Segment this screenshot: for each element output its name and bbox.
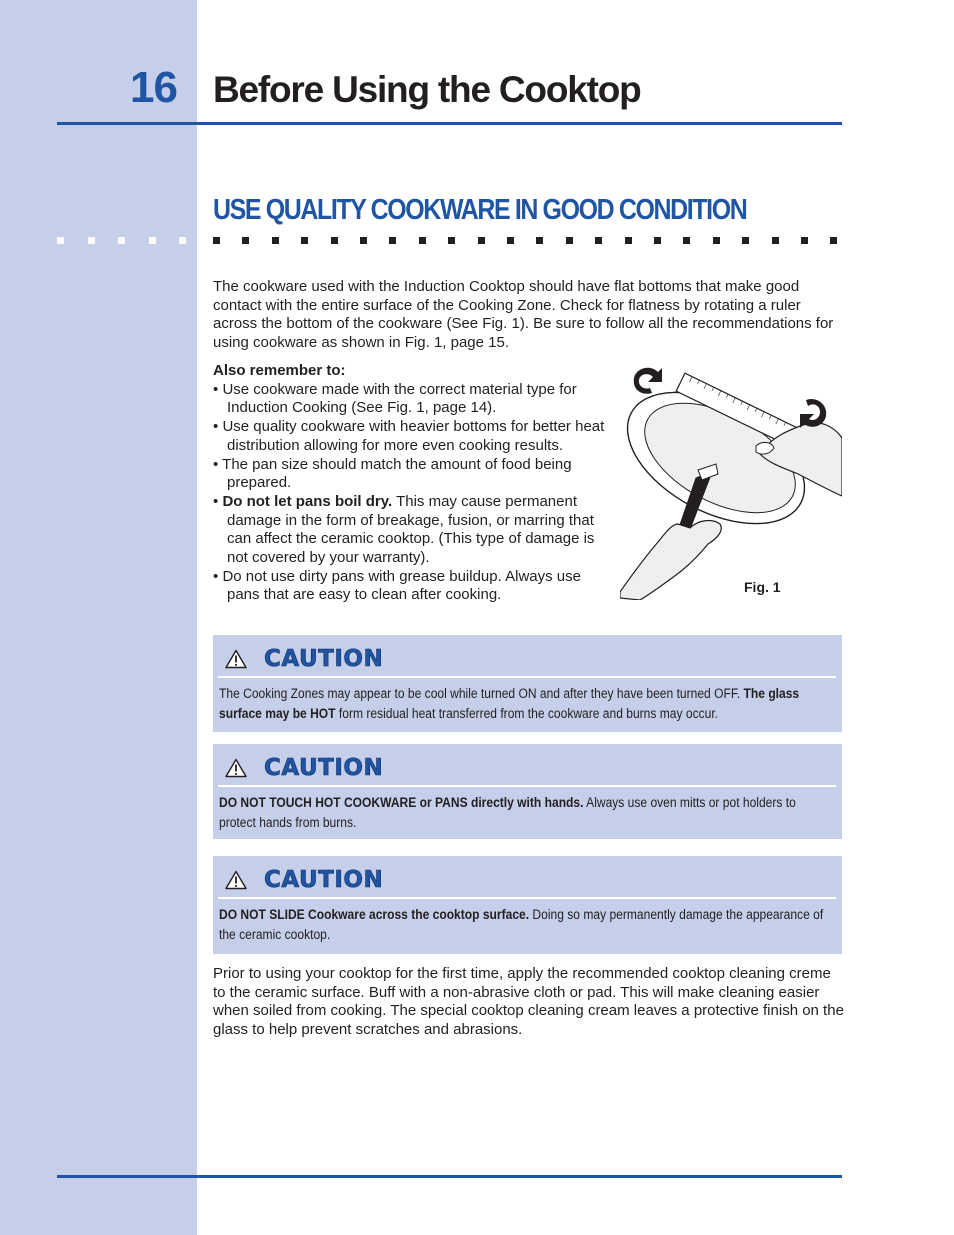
separator-dot	[118, 237, 125, 244]
caution-box-2	[213, 744, 842, 839]
remember-item	[213, 493, 605, 568]
warning-triangle-icon	[225, 649, 247, 669]
intro-paragraph: The cookware used with the Induction Cooktop should have flat bottoms that make good contact with the entire surface of the Cooking Zone. Check for flatness by rotating a ruler across the bottom of the cookware (See Fig. 1). Be sure to follow all the recommendations for using cookware as shown in Fig. 1, page 15.	[213, 278, 834, 352]
dotted-separator-left	[57, 237, 187, 245]
remember-item-text: This may cause permanent damage in the form of breakage, fusion, or marring that can affect the ceramic cooktop. (This type of damage is not covered by your warranty).	[227, 492, 595, 567]
separator-dot	[272, 237, 279, 244]
page-number: 16	[130, 63, 177, 112]
separator-dot	[149, 237, 156, 244]
remember-lead: Also remember to:	[213, 362, 346, 379]
dotted-separator	[213, 237, 845, 245]
caution-text-post: form residual heat transferred from the cookware and burns may occur.	[335, 705, 719, 721]
caution-text-post: Doing so may permanently damage the appearance of the ceramic cooktop.	[219, 907, 824, 942]
caution-header	[225, 865, 383, 895]
separator-dot	[566, 237, 573, 244]
caution-label: CAUTION	[264, 646, 384, 672]
separator-dot	[57, 237, 64, 244]
caution-text-bold: DO NOT TOUCH HOT COOKWARE or PANS directly with hands.	[219, 795, 584, 810]
bullet: •	[213, 418, 219, 436]
remember-item-bold: Do not let pans boil dry.	[222, 492, 393, 510]
closing-paragraph: Prior to using your cooktop for the first time, apply the recommended cooktop cleaning creme to the ceramic surface. Buff with a non-abrasive cloth or pad. This will make cleaning easier when soiled from cooking. The special cooktop cleaning cream leaves a protective finish on the glass to help prevent scratches and abrasions.	[213, 965, 844, 1039]
bullet: •	[213, 492, 219, 510]
caution-divider	[218, 897, 836, 899]
caution-text-bold: The glass surface may be HOT	[219, 686, 800, 721]
sidebar-band	[0, 0, 197, 1235]
remember-item	[213, 568, 605, 605]
remember-item-text: The pan size should match the amount of food being prepared.	[222, 455, 572, 492]
header-rule	[57, 122, 842, 125]
remember-item	[213, 381, 605, 418]
separator-dot	[654, 237, 661, 244]
footer-rule	[57, 1175, 842, 1178]
separator-dot	[595, 237, 602, 244]
separator-dot	[331, 237, 338, 244]
separator-dot	[213, 237, 220, 244]
hand-left	[620, 521, 721, 600]
separator-dot	[242, 237, 249, 244]
caution-divider	[218, 785, 836, 787]
remember-item-text: Do not use dirty pans with grease buildup. Always use pans that are easy to clean after cooking.	[222, 567, 581, 604]
caution-text-pre: The Cooking Zones may appear to be cool while turned ON and after they have been turned OFF.	[219, 686, 744, 701]
figure-caption: Fig. 1	[744, 579, 781, 595]
caution-header	[225, 644, 383, 674]
separator-dot	[713, 237, 720, 244]
caution-text	[219, 905, 836, 944]
rotate-arrow-icon	[634, 368, 662, 394]
separator-dot	[507, 237, 514, 244]
page-title: Before Using the Cooktop	[213, 69, 641, 110]
separator-dot	[389, 237, 396, 244]
separator-dot	[742, 237, 749, 244]
bullet: •	[213, 567, 219, 585]
remember-item	[213, 456, 605, 493]
caution-label: CAUTION	[264, 755, 384, 781]
caution-box-1	[213, 635, 842, 732]
caution-text-bold: DO NOT SLIDE Cookware across the cooktop surface.	[219, 907, 530, 922]
caution-box-3	[213, 856, 842, 954]
caution-text	[219, 684, 836, 723]
separator-dot	[179, 237, 186, 244]
figure-ruler-check	[620, 360, 842, 600]
warning-triangle-icon	[225, 870, 247, 890]
caution-text	[219, 793, 836, 832]
remember-item	[213, 418, 605, 455]
section-heading: USE QUALITY COOKWARE IN GOOD CONDITION	[213, 194, 747, 226]
separator-dot	[419, 237, 426, 244]
separator-dot	[478, 237, 485, 244]
separator-dot	[683, 237, 690, 244]
caution-header	[225, 753, 383, 783]
remember-list	[213, 362, 605, 605]
separator-dot	[301, 237, 308, 244]
bullet: •	[213, 455, 219, 473]
separator-dot	[360, 237, 367, 244]
separator-dot	[801, 237, 808, 244]
separator-dot	[536, 237, 543, 244]
caution-text-post: Always use oven mitts or pot holders to protect hands from burns.	[219, 795, 796, 830]
remember-item-text: Use cookware made with the correct material type for Induction Cooking (See Fig. 1, page 14).	[222, 380, 577, 417]
separator-dot	[88, 237, 95, 244]
caution-divider	[218, 676, 836, 678]
remember-item-text: Use quality cookware with heavier bottoms for better heat distribution allowing for more even cooking results.	[222, 418, 605, 454]
ruler-flatness-illustration	[620, 360, 842, 600]
caution-label: CAUTION	[264, 867, 384, 893]
separator-dot	[830, 237, 837, 244]
separator-dot	[772, 237, 779, 244]
separator-dot	[625, 237, 632, 244]
bullet: •	[213, 380, 219, 398]
separator-dot	[448, 237, 455, 244]
warning-triangle-icon	[225, 758, 247, 778]
